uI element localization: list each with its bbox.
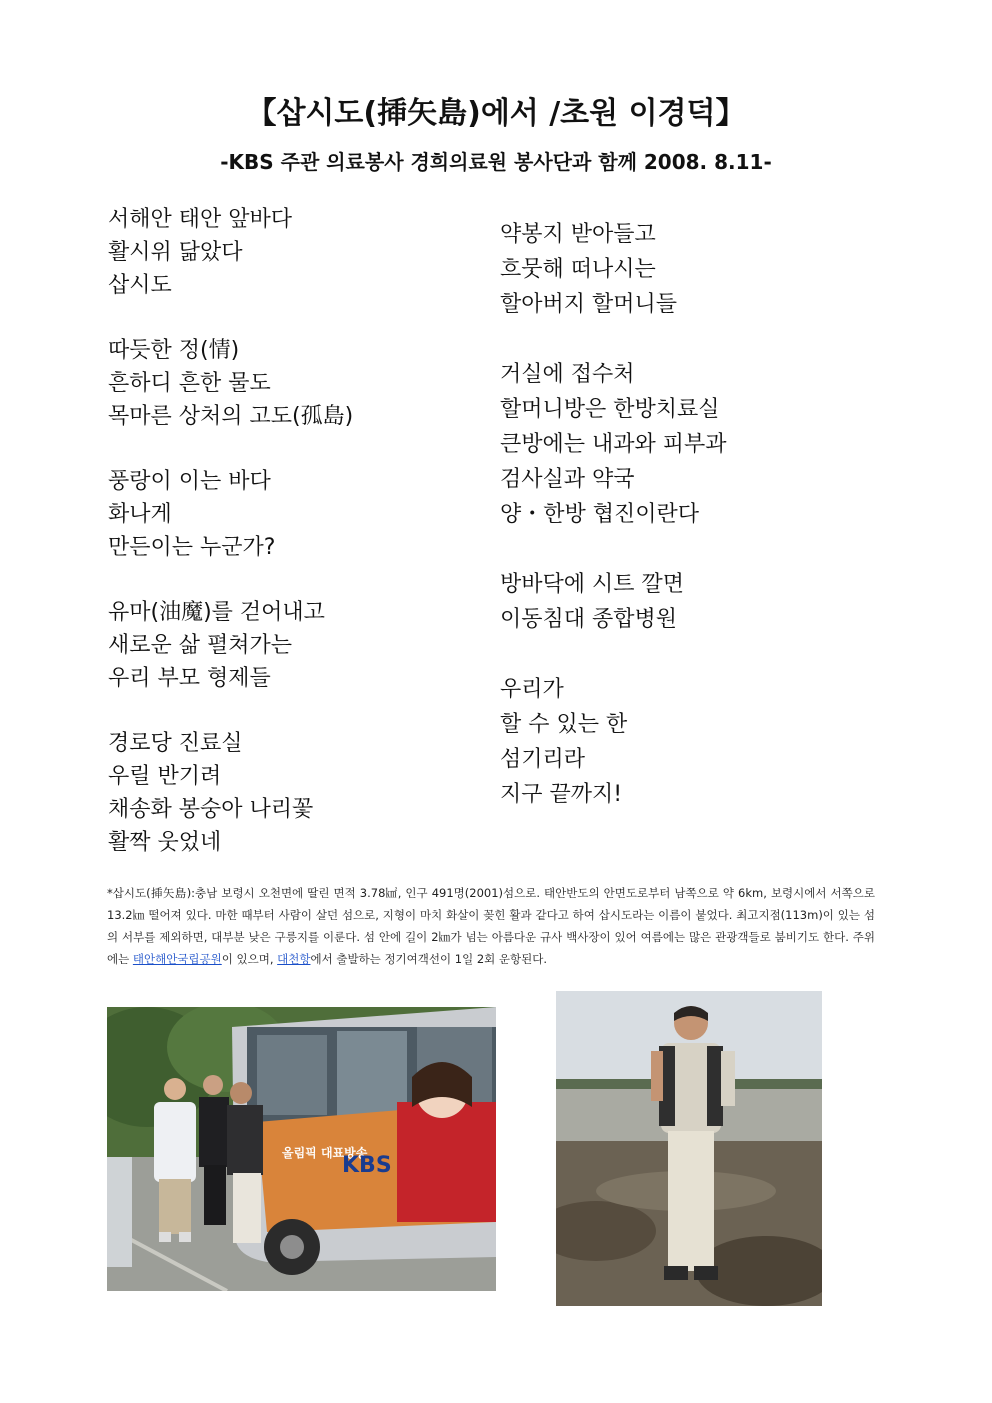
poem-left-column — [108, 203, 353, 891]
poem-line: 거실에 접수처 — [500, 362, 635, 387]
poem-line: 경로당 진료실 — [108, 731, 243, 756]
bus-banner-logo: KBS — [342, 1153, 392, 1178]
poem-line: 따듯한 정(情) — [108, 338, 240, 363]
page-subtitle: -KBS 주관 의료봉사 경희의료원 봉사단과 함께 2008. 8.11- — [220, 150, 772, 174]
poem-line: 목마른 상처의 고도(孤島) — [108, 404, 354, 429]
poem-line: 활짝 웃었네 — [108, 830, 222, 855]
poem-line: 이동침대 종합병원 — [500, 607, 678, 632]
poem-line: 지구 끝까지! — [500, 782, 623, 807]
poem-stanza — [108, 465, 353, 564]
poem-stanza — [500, 567, 727, 637]
poem-line: 우리가 — [500, 677, 564, 702]
poem-line: 만든이는 누군가? — [108, 535, 276, 560]
poem-line: 흐뭇해 떠나시는 — [500, 257, 656, 282]
poem-line: 큰방에는 내과와 피부과 — [500, 432, 727, 457]
poem-line: 채송화 봉숭아 나리꽃 — [108, 797, 314, 822]
poem-line: 풍랑이 이는 바다 — [108, 469, 271, 494]
poem-line: 양・한방 협진이란다 — [500, 502, 700, 527]
poem-line: 할아버지 할머니들 — [500, 292, 678, 317]
poem-line: 약봉지 받아들고 — [500, 222, 656, 247]
footnote — [107, 882, 875, 970]
poem-right-column — [500, 217, 727, 847]
footnote-text-end: 에서 출발하는 정기여객선이 1일 2회 운항된다. — [310, 952, 548, 966]
poem-stanza — [500, 357, 727, 532]
poem-line: 흔하디 흔한 물도 — [108, 371, 271, 396]
poem-line: 새로운 삶 펼쳐가는 — [108, 633, 293, 658]
footnote-link-park[interactable]: 태안해안국립공원 — [132, 952, 222, 966]
poem-line: 유마(油魔)를 걷어내고 — [108, 600, 325, 625]
poem-line: 서해안 태안 앞바다 — [108, 207, 293, 232]
poem-line: 섬기리라 — [500, 747, 586, 772]
poem-line: 할 수 있는 한 — [500, 712, 628, 737]
poem-line: 화나게 — [108, 502, 172, 527]
poem-line: 방바닥에 시트 깔면 — [500, 572, 685, 597]
poem-stanza — [500, 672, 727, 812]
poem-line: 활시위 닮았다 — [108, 240, 243, 265]
bus-banner-text: 올림픽 대표방송 — [282, 1146, 368, 1160]
photo-group-by-bus — [107, 1007, 496, 1291]
poem-line: 우릴 반기려 — [108, 764, 222, 789]
poem-stanza — [500, 217, 727, 322]
photo-man-on-shore — [556, 991, 822, 1306]
poem-line: 검사실과 약국 — [500, 467, 635, 492]
poem-stanza — [108, 334, 353, 433]
poem-line: 우리 부모 형제들 — [108, 666, 271, 691]
footnote-text: *삽시도(揷矢島):충남 보령시 오천면에 딸린 면적 3.78㎢, 인구 491명(2001)섬으로. 태안반도의 안면도로부터 남쪽으로 약 6km, 보령시에서 서쪽으로 13.2㎞ 떨어져 있다. 마한 때부터 사람이 살던 섬으로, 지형이 마치 화살이 꽂힌 활과 같다고 하여 삽시도라는 이름이 붙었다. 최고지점(113m)이 있는 섬의 서부를 제외하면, 대부분 낮은 구릉지를 이룬다. 섬 안에 길이 2㎞가 넘는 아름다운 규사 백사장이 있어 여름에는 많은 관광객들로 붐비기도 한다. 주위에는 — [107, 886, 875, 966]
page-title: 【삽시도(揷矢島)에서 /초원 이경덕】 — [246, 96, 746, 131]
poem-stanza — [108, 203, 353, 302]
poem-line: 할머니방은 한방치료실 — [500, 397, 720, 422]
poem-line: 삽시도 — [108, 273, 172, 298]
footnote-text-mid: 이 있으며, — [221, 952, 278, 966]
footnote-link-port[interactable]: 대천항 — [277, 952, 311, 966]
poem-stanza — [108, 727, 353, 859]
poem-stanza — [108, 596, 353, 695]
